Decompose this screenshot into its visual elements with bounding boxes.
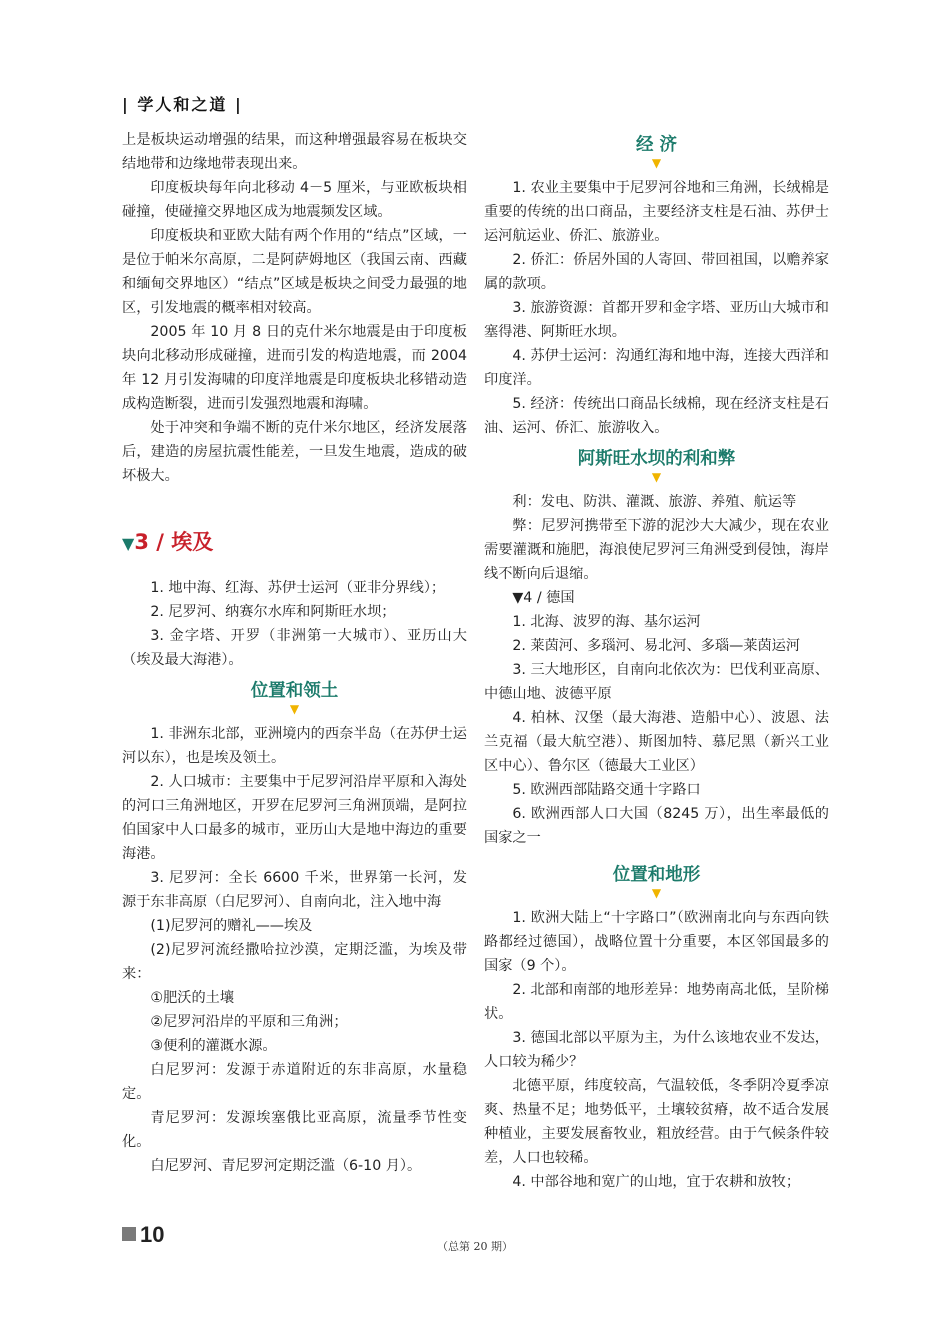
paragraph: 利：发电、防洪、灌溉、旅游、养殖、航运等	[512, 494, 797, 510]
section-title-text: 3 / 埃及	[134, 530, 214, 554]
issue-number: （总第 20 期）	[437, 1240, 513, 1253]
list-item: 2. 尼罗河、纳赛尔水库和阿斯旺水坝；	[150, 604, 396, 620]
triangle-down-icon: ▼	[651, 886, 662, 900]
paragraph: 北德平原，纬度较高，气温较低，冬季阴冷夏季凉爽、热量不足；地势低平，土壤较贫瘠，故不适合发展种植业，主要发展畜牧业，粗放经营。由于气候条件较差，人口也较稀。	[484, 1078, 829, 1166]
paragraph: 处于冲突和争端不断的克什米尔地区，经济发展落后，建造的房屋抗震性能差，一旦发生地震，造成的破坏极大。	[122, 420, 467, 484]
paragraph: ③便利的灌溉水源。	[150, 1038, 277, 1054]
list-item: 3. 金字塔、开罗（非洲第一大城市）、亚历山大（埃及最大海港）。	[122, 628, 467, 668]
paragraph: 白尼罗河：发源于赤道附近的东非高原，水量稳定。	[122, 1062, 467, 1102]
paragraph: 青尼罗河：发源埃塞俄比亚高原，流量季节性变化。	[122, 1110, 467, 1150]
paragraph: 弊：尼罗河携带至下游的泥沙大大减少，现在农业需要灌溉和施肥，海浪使尼罗河三角洲受到侵蚀，海岸线不断向后退缩。	[484, 518, 829, 582]
paragraph: 2005 年 10 月 8 日的克什米尔地震是由于印度板块向北移动形成碰撞，进而引发的构造地震，而 2004 年 12 月引发海啸的印度洋地震是印度板块北移错动造成构造断裂，进而引发强烈地震和海啸。	[122, 324, 467, 412]
paragraph: 白尼罗河、青尼罗河定期泛滥（6-10 月）。	[150, 1158, 422, 1174]
list-item: 1. 地中海、红海、苏伊士运河（亚非分界线）；	[150, 580, 446, 596]
paragraph: ①肥沃的土壤	[150, 990, 235, 1006]
section-title-egypt	[122, 528, 467, 558]
paragraph: ▼4 / 德国	[512, 590, 575, 606]
paragraph: 3. 旅游资源：首都开罗和金字塔、亚历山大城市和塞得港、阿斯旺水坝。	[484, 300, 829, 340]
triangle-down-icon: ▼	[289, 702, 300, 716]
egypt-list	[122, 576, 467, 672]
paragraph: 3. 三大地形区，自南向北依次为：巴伐利亚高原、中德山地、波德平原	[484, 662, 829, 702]
subheading-location-territory: 位置和领土	[250, 681, 339, 701]
paragraph: 2. 北部和南部的地形差异：地势南高北低，呈阶梯状。	[484, 982, 829, 1022]
magazine-header: | 学人和之道 |	[122, 95, 243, 114]
paragraph: 1. 欧洲大陆上“十字路口”（欧洲南北向与东西向铁路都经过德国），战略位置十分重要，本区邻国最多的国家（9 个）。	[484, 910, 829, 974]
paragraph: 4. 苏伊士运河：沟通红海和地中海，连接大西洋和印度洋。	[484, 348, 829, 388]
page-number-text: 10	[140, 1222, 165, 1247]
economy-text	[484, 176, 829, 440]
aswan-dam-text	[484, 490, 829, 850]
subheading-aswan-dam: 阿斯旺水坝的利和弊	[577, 449, 736, 469]
paragraph: 5. 欧洲西部陆路交通十字路口	[512, 782, 701, 798]
paragraph: (1)尼罗河的赠礼——埃及	[150, 918, 313, 934]
paragraph: 上是板块运动增强的结果，而这种增强最容易在板块交结地带和边缘地带表现出来。	[122, 132, 467, 172]
left-top-text	[122, 128, 467, 488]
triangle-down-icon: ▼	[122, 534, 135, 553]
paragraph: 4. 柏林、汉堡（最大海港、造船中心）、波恩、法兰克福（最大航空港）、斯图加特、慕尼黑（新兴工业区中心）、鲁尔区（德最大工业区）	[484, 710, 829, 774]
paragraph: 4. 中部谷地和宽广的山地，宜于农耕和放牧；	[512, 1174, 801, 1190]
location-territory-text	[122, 722, 467, 1178]
subheading-location-terrain: 位置和地形	[612, 865, 701, 885]
paragraph: ②尼罗河沿岸的平原和三角洲；	[150, 1014, 348, 1030]
right-column	[484, 126, 829, 1194]
location-terrain-text	[484, 906, 829, 1194]
left-column	[122, 128, 467, 1178]
triangle-down-icon: ▼	[651, 156, 662, 170]
paragraph: 印度板块每年向北移动 4－5 厘米，与亚欧板块相碰撞，使碰撞交界地区成为地震频发区域。	[122, 180, 467, 220]
paragraph: 2. 人口城市：主要集中于尼罗河沿岸平原和入海处的河口三角洲地区，开罗在尼罗河三角洲顶端，是阿拉伯国家中人口最多的城市，亚历山大是地中海边的重要海港。	[122, 774, 467, 862]
paragraph: (2)尼罗河流经撒哈拉沙漠，定期泛滥，为埃及带来：	[122, 942, 467, 982]
paragraph: 2. 莱茵河、多瑙河、易北河、多瑙—莱茵运河	[512, 638, 801, 654]
paragraph: 印度板块和亚欧大陆有两个作用的“结点”区域，一是位于帕米尔高原，二是阿萨姆地区（我国云南、西藏和缅甸交界地区）“结点”区域是板块之间受力最强的地区，引发地震的概率相对较高。	[122, 228, 467, 316]
paragraph: 3. 尼罗河：全长 6600 千米，世界第一长河，发源于东非高原（白尼罗河）、自南向北，注入地中海	[122, 870, 467, 910]
paragraph: 1. 非洲东北部，亚洲境内的西奈半岛（在苏伊士运河以东），也是埃及领土。	[122, 726, 467, 766]
paragraph: 1. 农业主要集中于尼罗河谷地和三角洲，长绒棉是重要的传统的出口商品，主要经济支柱是石油、苏伊士运河航运业、侨汇、旅游业。	[484, 180, 829, 244]
paragraph: 3. 德国北部以平原为主，为什么该地农业不发达，人口较为稀少？	[484, 1030, 829, 1070]
paragraph: 2. 侨汇：侨居外国的人寄回、带回祖国，以赡养家属的款项。	[484, 252, 829, 292]
triangle-down-icon: ▼	[651, 470, 662, 484]
paragraph: 1. 北海、波罗的海、基尔运河	[512, 614, 701, 630]
paragraph: 6. 欧洲西部人口大国（8245 万），出生率最低的国家之一	[484, 806, 829, 846]
paragraph: 5. 经济：传统出口商品长绒棉，现在经济支柱是石油、运河、侨汇、旅游收入。	[484, 396, 829, 436]
subheading-economy: 经 济	[635, 135, 678, 155]
